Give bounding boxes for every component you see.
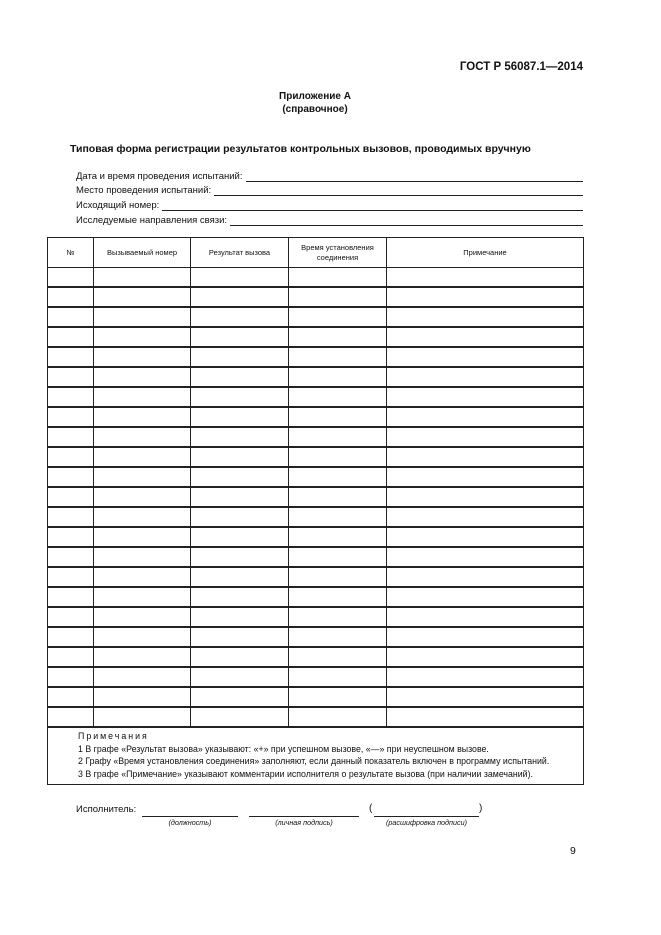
- col-header-number: №: [48, 238, 94, 268]
- open-paren: (: [369, 803, 373, 814]
- fill-line[interactable]: [162, 200, 583, 211]
- table-cell[interactable]: [191, 367, 289, 387]
- table-cell[interactable]: [289, 627, 387, 647]
- table-cell[interactable]: [289, 447, 387, 467]
- table-cell[interactable]: [289, 687, 387, 707]
- table-cell[interactable]: [387, 407, 584, 427]
- table-cell[interactable]: [387, 327, 584, 347]
- table-cell[interactable]: [289, 427, 387, 447]
- table-cell[interactable]: [191, 507, 289, 527]
- table-cell[interactable]: [289, 268, 387, 288]
- table-cell[interactable]: [191, 327, 289, 347]
- table-cell[interactable]: [94, 367, 191, 387]
- table-cell[interactable]: [289, 347, 387, 367]
- field-test-datetime: [76, 168, 583, 182]
- personal-signature-line[interactable]: [249, 815, 359, 817]
- table-row: [48, 587, 584, 607]
- table-cell[interactable]: [387, 607, 584, 627]
- field-label: Исследуемые направления связи:: [76, 215, 228, 226]
- notes-cell: [48, 727, 584, 785]
- table-cell[interactable]: [387, 547, 584, 567]
- table-cell[interactable]: [289, 287, 387, 307]
- table-cell[interactable]: [48, 467, 94, 487]
- table-cell[interactable]: [387, 507, 584, 527]
- table-cell[interactable]: [191, 268, 289, 288]
- table-cell[interactable]: [94, 667, 191, 687]
- table-cell[interactable]: [289, 527, 387, 547]
- table-cell[interactable]: [48, 427, 94, 447]
- table-cell[interactable]: [387, 268, 584, 288]
- table-cell[interactable]: [387, 567, 584, 587]
- table-cell[interactable]: [94, 407, 191, 427]
- table-cell[interactable]: [191, 547, 289, 567]
- col-header-connection-time: Время установления соединения: [289, 238, 387, 268]
- table-cell[interactable]: [289, 307, 387, 327]
- signature-decoding-line[interactable]: [374, 815, 479, 817]
- table-cell[interactable]: [94, 307, 191, 327]
- position-line[interactable]: [142, 815, 238, 817]
- table-cell[interactable]: [191, 667, 289, 687]
- table-cell[interactable]: [387, 447, 584, 467]
- table-cell[interactable]: [191, 467, 289, 487]
- results-table: [47, 237, 584, 785]
- field-label: Место проведения испытаний:: [76, 185, 212, 196]
- table-cell[interactable]: [289, 587, 387, 607]
- table-cell[interactable]: [94, 487, 191, 507]
- table-cell[interactable]: [289, 407, 387, 427]
- table-cell[interactable]: [289, 387, 387, 407]
- caption-personal-signature: (личная подпись): [275, 818, 333, 827]
- appendix-subtitle: (справочное): [282, 104, 348, 115]
- table-cell[interactable]: [48, 647, 94, 667]
- table-cell[interactable]: [48, 507, 94, 527]
- field-label: Дата и время проведения испытаний:: [76, 171, 243, 182]
- table-cell[interactable]: [48, 667, 94, 687]
- form-title: Типовая форма регистрации результатов контрольных вызовов, проводимых вручную: [70, 143, 531, 155]
- table-row: [48, 427, 584, 447]
- table-cell[interactable]: [387, 527, 584, 547]
- appendix-title: Приложение А: [279, 91, 351, 102]
- table-cell[interactable]: [387, 367, 584, 387]
- table-row: [48, 627, 584, 647]
- table-row: [48, 707, 584, 727]
- table-cell[interactable]: [191, 287, 289, 307]
- table-cell[interactable]: [191, 607, 289, 627]
- table-cell[interactable]: [94, 387, 191, 407]
- table-cell[interactable]: [387, 667, 584, 687]
- table-cell[interactable]: [387, 647, 584, 667]
- table-cell[interactable]: [94, 607, 191, 627]
- table-cell[interactable]: [48, 707, 94, 727]
- table-cell[interactable]: [191, 587, 289, 607]
- table-cell[interactable]: [48, 367, 94, 387]
- table-cell[interactable]: [387, 627, 584, 647]
- table-cell[interactable]: [387, 307, 584, 327]
- col-header-call-result: Результат вызова: [191, 238, 289, 268]
- table-cell[interactable]: [48, 607, 94, 627]
- table-cell[interactable]: [48, 487, 94, 507]
- table-cell[interactable]: [48, 347, 94, 367]
- table-cell[interactable]: [94, 707, 191, 727]
- table-cell[interactable]: [48, 587, 94, 607]
- field-outgoing-number: [76, 197, 583, 211]
- table-cell[interactable]: [48, 687, 94, 707]
- table-cell[interactable]: [387, 707, 584, 727]
- col-header-called-number: Вызываемый номер: [94, 238, 191, 268]
- table-cell[interactable]: [289, 707, 387, 727]
- table-cell[interactable]: [48, 627, 94, 647]
- table-cell[interactable]: [191, 487, 289, 507]
- table-cell[interactable]: [48, 327, 94, 347]
- table-cell[interactable]: [387, 287, 584, 307]
- table-cell[interactable]: [48, 268, 94, 288]
- table-cell[interactable]: [48, 287, 94, 307]
- close-paren: ): [479, 803, 483, 814]
- table-cell[interactable]: [289, 367, 387, 387]
- table-cell[interactable]: [191, 447, 289, 467]
- table-header-row: [48, 238, 584, 268]
- table-cell[interactable]: [48, 447, 94, 467]
- table-cell[interactable]: [191, 527, 289, 547]
- field-directions: [76, 212, 583, 226]
- table-cell[interactable]: [387, 347, 584, 367]
- field-test-place: [76, 182, 583, 196]
- table-cell[interactable]: [94, 507, 191, 527]
- table-cell[interactable]: [387, 387, 584, 407]
- table-cell[interactable]: [48, 547, 94, 567]
- table-cell[interactable]: [191, 307, 289, 327]
- table-row: [48, 647, 584, 667]
- table-cell[interactable]: [94, 567, 191, 587]
- table-cell[interactable]: [289, 607, 387, 627]
- table-cell[interactable]: [94, 647, 191, 667]
- page-number: 9: [570, 845, 576, 857]
- col-header-remark: Примечание: [387, 238, 584, 268]
- table-cell[interactable]: [387, 587, 584, 607]
- table-cell[interactable]: [387, 487, 584, 507]
- table-cell[interactable]: [387, 467, 584, 487]
- table-row: [48, 607, 584, 627]
- table-cell[interactable]: [289, 567, 387, 587]
- table-cell[interactable]: [48, 527, 94, 547]
- table-row: [48, 447, 584, 467]
- table-cell[interactable]: [387, 427, 584, 447]
- table-cell[interactable]: [94, 327, 191, 347]
- table-cell[interactable]: [48, 387, 94, 407]
- table-cell[interactable]: [94, 287, 191, 307]
- table-row: [48, 567, 584, 587]
- caption-signature-decoding: (расшифровка подписи): [386, 818, 467, 827]
- table-cell[interactable]: [94, 467, 191, 487]
- table-cell[interactable]: [191, 347, 289, 367]
- table-cell[interactable]: [94, 627, 191, 647]
- document-code: ГОСТ Р 56087.1—2014: [459, 61, 583, 73]
- table-row: [48, 327, 584, 347]
- table-cell[interactable]: [191, 407, 289, 427]
- table-cell[interactable]: [191, 627, 289, 647]
- table-cell[interactable]: [289, 547, 387, 567]
- table-row: [48, 287, 584, 307]
- table-row: [48, 527, 584, 547]
- table-cell[interactable]: [387, 687, 584, 707]
- table-row: [48, 467, 584, 487]
- table-row: [48, 268, 584, 288]
- table-cell[interactable]: [48, 567, 94, 587]
- table-cell[interactable]: [94, 347, 191, 367]
- table-cell[interactable]: [94, 268, 191, 288]
- table-cell[interactable]: [289, 667, 387, 687]
- table-cell[interactable]: [94, 427, 191, 447]
- signature-label: Исполнитель:: [76, 804, 137, 815]
- table-row: [48, 507, 584, 527]
- table-cell[interactable]: [289, 467, 387, 487]
- table-cell[interactable]: [191, 567, 289, 587]
- table-row: [48, 687, 584, 707]
- note-item: 2 Графу «Время установления соединения» заполняют, если данный показатель включен в программу испытаний.: [78, 756, 550, 766]
- table-cell[interactable]: [191, 427, 289, 447]
- table-row: [48, 387, 584, 407]
- table-cell[interactable]: [94, 527, 191, 547]
- table-cell[interactable]: [94, 547, 191, 567]
- table-cell[interactable]: [191, 707, 289, 727]
- table-row: [48, 547, 584, 567]
- table-cell[interactable]: [48, 307, 94, 327]
- table-row: [48, 367, 584, 387]
- table-row: [48, 487, 584, 507]
- caption-position: (должность): [168, 818, 212, 827]
- table-cell[interactable]: [94, 587, 191, 607]
- note-item: 3 В графе «Примечание» указывают комментарии исполнителя о результате вызова (при наличии замечаний).: [78, 768, 533, 779]
- table-cell[interactable]: [289, 647, 387, 667]
- table-cell[interactable]: [289, 327, 387, 347]
- fill-line[interactable]: [230, 215, 583, 226]
- fill-line[interactable]: [214, 185, 583, 196]
- table-row: [48, 307, 584, 327]
- table-row: [48, 407, 584, 427]
- table-cell[interactable]: [191, 387, 289, 407]
- table-cell[interactable]: [94, 687, 191, 707]
- table-cell[interactable]: [289, 507, 387, 527]
- field-label: Исходящий номер:: [76, 200, 160, 211]
- notes-heading: Примечания: [78, 731, 149, 741]
- table-cell[interactable]: [191, 687, 289, 707]
- table-cell[interactable]: [289, 487, 387, 507]
- table-row: [48, 667, 584, 687]
- fill-line[interactable]: [246, 171, 584, 182]
- table-row: [48, 347, 584, 367]
- table-cell[interactable]: [94, 447, 191, 467]
- note-item: 1 В графе «Результат вызова» указывают: «+» при успешном вызове, «—» при неуспешном вызове.: [78, 743, 489, 754]
- table-cell[interactable]: [48, 407, 94, 427]
- notes-row: [48, 727, 584, 785]
- table-cell[interactable]: [191, 647, 289, 667]
